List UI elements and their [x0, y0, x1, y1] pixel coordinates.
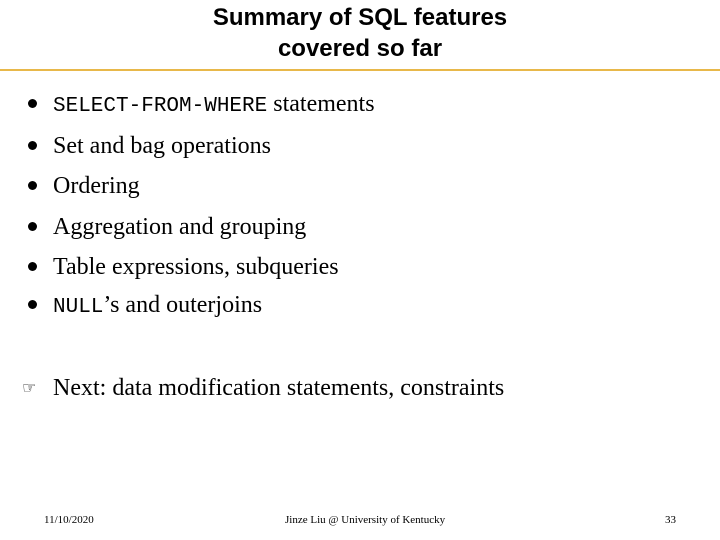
bullet-item [0, 252, 720, 284]
bullet-label: Aggregation and grouping [53, 214, 307, 240]
bullet-item [0, 290, 720, 322]
bullet-code: SELECT-FROM-WHERE [53, 95, 268, 118]
next-item [0, 373, 720, 405]
bullet-dot-icon [28, 181, 37, 190]
bullet-dot-icon [28, 300, 37, 309]
bullet-dot-icon [28, 99, 37, 108]
next-text: Next: data modification statements, constraints [53, 375, 505, 401]
title-line-1: Summary of SQL features [212, 4, 508, 31]
bullet-code: NULL [53, 296, 104, 319]
bullet-label: Set and bag operations [53, 133, 271, 159]
bullet-item [0, 131, 720, 163]
bullet-text [53, 252, 339, 282]
bullet-label: ’s and outerjoins [103, 292, 263, 318]
bullet-dot-icon [28, 262, 37, 271]
bullet-item [0, 212, 720, 244]
bullet-text [53, 171, 140, 201]
bullet-item [0, 89, 720, 121]
bullet-dot-icon [28, 141, 37, 150]
pointing-hand-icon: ☞ [22, 378, 37, 397]
bullet-text [53, 290, 262, 323]
footer-date: 11/10/2020 [44, 514, 94, 526]
bullet-label: Ordering [53, 173, 140, 199]
bullet-item [0, 171, 720, 203]
title-line-2: covered so far [277, 35, 443, 62]
bullet-label: statements [267, 91, 375, 117]
bullet-text [53, 131, 271, 161]
bullet-label: Table expressions, subqueries [53, 254, 339, 280]
footer-author: Jinze Liu @ University of Kentucky [285, 514, 446, 526]
page-number: 33 [665, 514, 676, 526]
bullet-dot-icon [28, 222, 37, 231]
bullet-text [53, 89, 375, 122]
bullet-text [53, 212, 306, 242]
